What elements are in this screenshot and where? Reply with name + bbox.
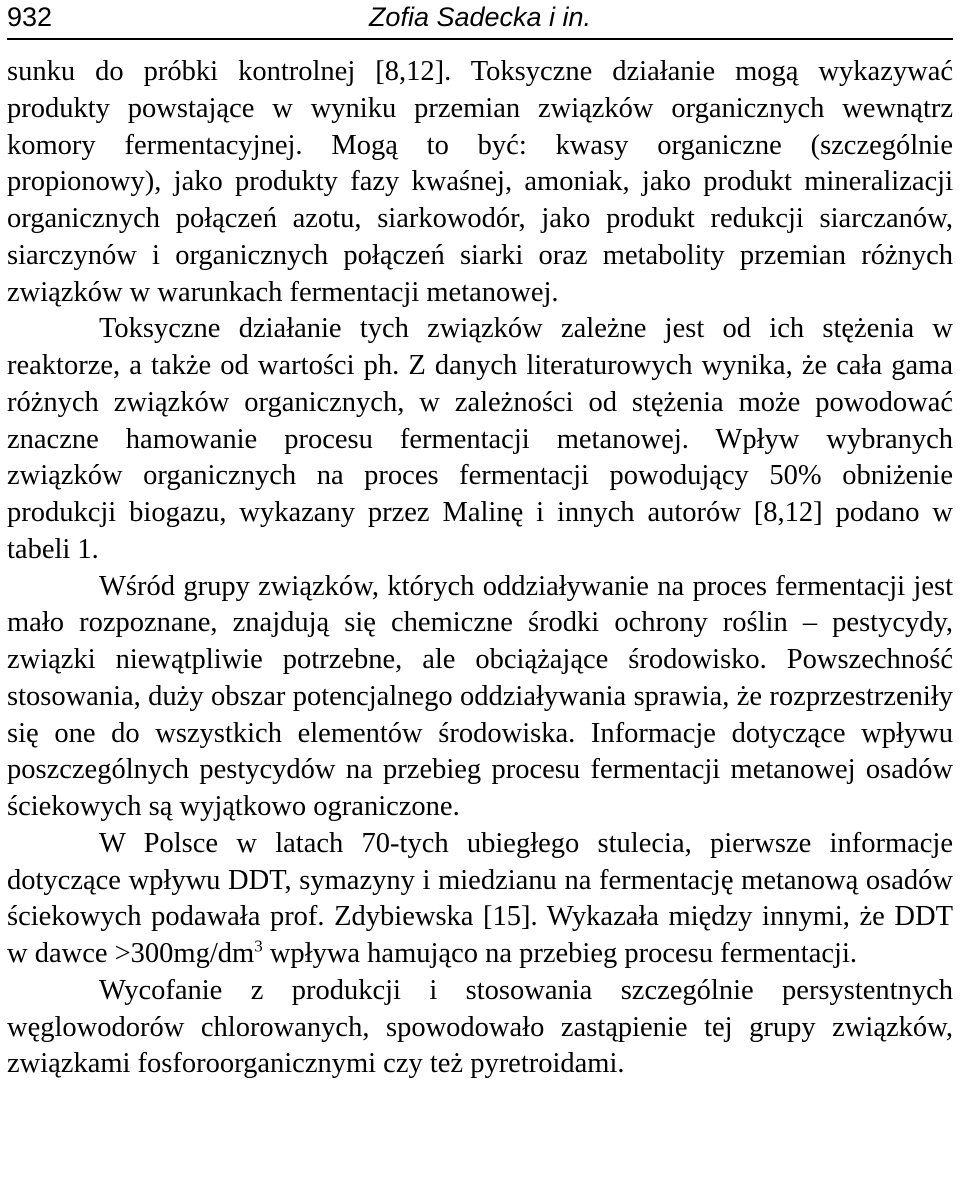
running-header: [7, 0, 953, 40]
paragraph-1: sunku do próbki kontrolnej [8,12]. Toksyczne działanie mogą wykazywać produkty powstające w wyniku przemian związków organicznych wewnątrz komory fermentacyjnej. Mogą to być: kwasy organiczne (szczególnie propionowy), jako produkty fazy kwaśnej, amoniak, jako produkt mineralizacji organicznych połączeń azotu, siarkowodór, jako produkt redukcji siarczanów, siarczynów i organicznych połączeń siarki oraz metabolity przemian różnych związków w warunkach fermentacji metanowej.: [7, 56, 953, 308]
superscript-3: 3: [254, 936, 263, 956]
running-title: Zofia Sadecka i in.: [368, 2, 592, 32]
paragraph-2: Toksyczne działanie tych związków zależne jest od ich stężenia w reaktorze, a także od wartości ph. Z danych literaturowych wynika, że cała gama różnych związków organicznych, w zależności od stężenia może powodować znaczne hamowanie procesu fermentacji metanowej. Wpływ wybranych związków organicznych na proces fermentacji powodujący 50% obniżenie produkcji biogazu, wykazany przez Malinę i innych autorów [8,12] podano w tabeli 1.: [7, 313, 953, 565]
paragraph-4-text-end: wpływa hamująco na przebieg procesu fermentacji.: [262, 938, 857, 969]
body-text: [7, 54, 953, 1083]
paragraph-4-text: W Polsce w latach 70-tych ubiegłego stulecia, pierwsze informacje dotyczące wpływu DDT, symazyny i miedzianu na fermentację metanową osadów ściekowych podawała prof. Zdybiewska [15]. Wykazała między innymi, że DDT w dawce >300mg/dm: [7, 827, 953, 969]
document-page: [7, 0, 953, 1203]
paragraph-3: Wśród grupy związków, których oddziaływanie na proces fermentacji jest mało rozpoznane, znajdują się chemiczne środki ochrony roślin – pestycydy, związki niewątpliwie potrzebne, ale obciążające środowisko. Powszechność stosowania, duży obszar potencjalnego oddziaływania sprawia, że rozprzestrzeniły się one do wszystkich elementów środowiska. Informacje dotyczące wpływu poszczególnych pestycydów na przebieg procesu fermentacji metanowej osadów ściekowych są wyjątkowo ograniczone.: [7, 570, 953, 822]
page-number: 932: [7, 2, 53, 32]
paragraph-4: [7, 826, 953, 973]
paragraph-5: Wycofanie z produkcji i stosowania szczególnie persystentnych węglowodorów chlorowanych, spowodowało zastąpienie tej grupy związków, związkami fosforoorganicznymi czy też pyretroidami.: [7, 974, 953, 1080]
